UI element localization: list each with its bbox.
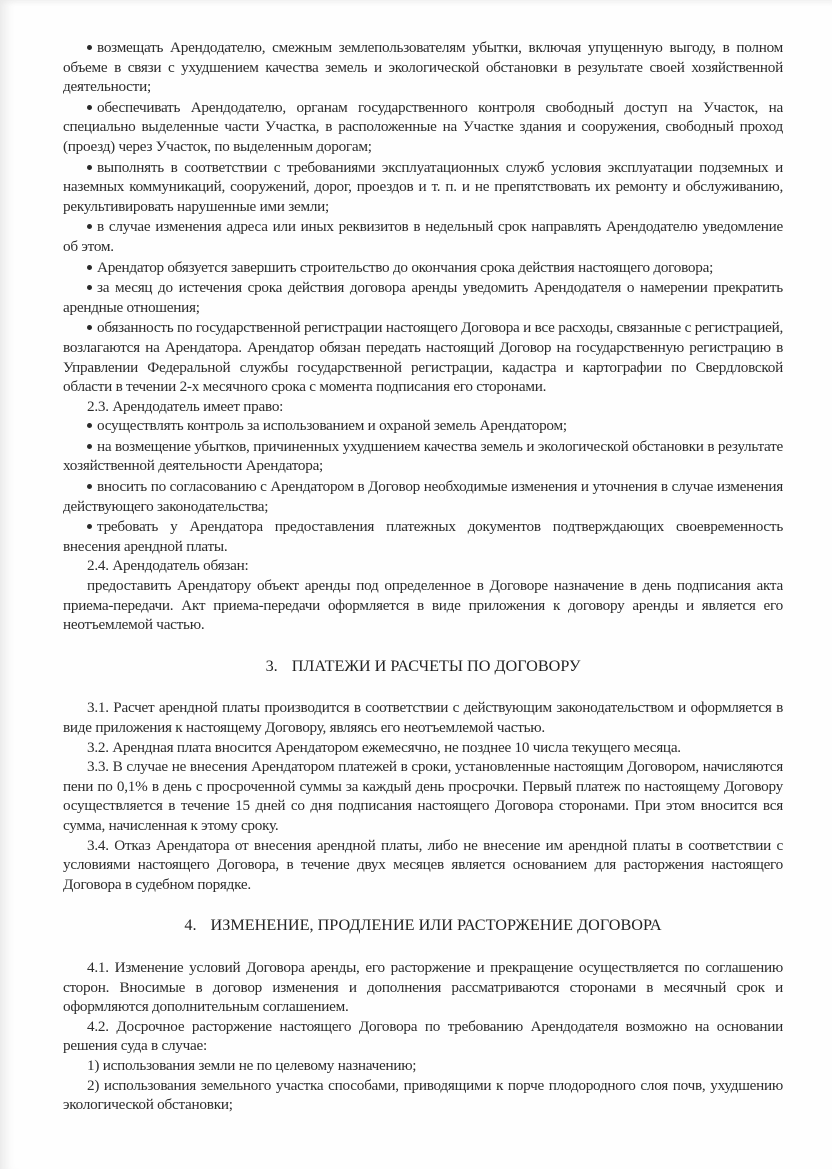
bullet-item: на возмещение убытков, причиненных ухудшением качества земель и экологической обстановки в результате хозяйственной деятельности Арендатора; xyxy=(63,437,783,475)
bullet-icon xyxy=(87,524,92,529)
bullet-icon xyxy=(87,484,92,489)
bullet-item: за месяц до истечения срока действия договора аренды уведомить Арендодателя о намерении прекратить арендные отношения; xyxy=(63,279,783,316)
bullet-item: вносить по согласованию с Арендатором в Договор необходимые изменения и уточнения в случае изменения действующего законодательства; xyxy=(63,478,783,515)
clause-4-2: 4.2. Досрочное расторжение настоящего Договора по требованию Арендодателя возможно на основании решения суда в случае: xyxy=(63,1017,783,1055)
bullet-icon xyxy=(87,325,92,330)
clause-4-2-item-1: 1) использования земли не по целевому назначению; xyxy=(87,1056,417,1074)
section-3-number: 3. xyxy=(265,656,278,675)
section-3-heading xyxy=(63,657,783,677)
bullet-item: в случае изменения адреса или иных реквизитов в недельный срок направлять Арендодателю уведомление об этом. xyxy=(63,218,783,255)
clause-3-3: 3.3. В случае не внесения Арендатором платежей в сроки, установленные настоящим Договором, начисляются пени по 0,1% в день с просроченной суммы за каждый день просрочки. Первый платеж по настоящему Договору осуществляется в течение 15 дней со дня подписания настоящего Договора сторонами. При этом вносится вся сумма, начисленная к этому сроку. xyxy=(63,758,783,834)
bullet-icon xyxy=(87,224,92,229)
section-4-title: ИЗМЕНЕНИЕ, ПРОДЛЕНИЕ ИЛИ РАСТОРЖЕНИЕ ДОГОВОРА xyxy=(210,916,662,935)
bullet-icon xyxy=(87,165,92,170)
clause-4-1: 4.1. Изменение условий Договора аренды, его расторжение и прекращение осуществляется по соглашению сторон. Вносимые в договор изменения и дополнения рассматриваются сторонами в месячный срок и оформляются дополнительным соглашением. xyxy=(63,958,783,1016)
bullet-item: Арендатор обязуется завершить строительство до окончания срока действия настоящего договора; xyxy=(63,258,783,278)
document-body xyxy=(63,38,783,1115)
bullet-item: осуществлять контроль за использованием и охраной земель Арендатором; xyxy=(63,416,783,436)
clause-2-4-text: предоставить Арендатору объект аренды под определенное в Договоре назначение в день подписания акта приема-передачи. Акт приема-передачи оформляется в виде приложения к договору аренды и является его неотъемлемой частью. xyxy=(63,577,783,634)
bullet-item: выполнять в соответствии с требованиями эксплуатационных служб условия эксплуатации подземных и наземных коммуникаций, сооружений, дорог, проездов и т. п. и не препятствовать их ремонту и обслуживанию, рекультивировать нарушенные ими земли; xyxy=(63,158,783,215)
bullet-icon xyxy=(87,265,92,270)
section-4-number: 4. xyxy=(184,916,197,935)
bullet-item: обязанность по государственной регистрации настоящего Договора и все расходы, связанные с регистрацией, возлагаются на Арендатора. Арендатор обязан передать настоящий Договор на государственную регистрацию в Управлении Федеральной службы государственной регистрации, кадастра и картографии по Свердловской области в течении 2-х месячного срока с момента подписания его сторонами. xyxy=(63,319,783,396)
clause-2-3-title: 2.3. Арендодатель имеет право: xyxy=(87,397,284,415)
clause-2-4-title: 2.4. Арендодатель обязан: xyxy=(87,557,249,575)
clause-4-2-item-2: 2) использования земельного участка способами, приводящими к порче плодородного слоя почв, ухудшению экологической обстановки; xyxy=(63,1076,783,1114)
clause-3-1: 3.1. Расчет арендной платы производится в соответствии с действующим законодательством и оформляется в виде приложения к настоящему Договору, являясь его неотъемлемой частью. xyxy=(63,699,783,736)
clause-3-4: 3.4. Отказ Арендатора от внесения арендной платы, либо не внесение им арендной платы в соответствии с условиями настоящего Договора, в течение двух месяцев является основанием для расторжения настоящего Договора в судебном порядке. xyxy=(63,836,783,893)
bullet-icon xyxy=(87,444,92,449)
clause-3-2: 3.2. Арендная плата вносится Арендатором ежемесячно, не позднее 10 числа текущего месяца. xyxy=(87,738,681,756)
bullet-item: обеспечивать Арендодателю, органам государственного контроля свободный доступ на Участок, на специально выделенные части Участка, в расположенные на Участке здания и сооружения, свободный проход (проезд) через Участок, по выделенным дорогам; xyxy=(63,98,783,155)
bullet-icon xyxy=(87,423,92,428)
section-4-heading xyxy=(63,916,783,936)
bullet-item: возмещать Арендодателю, смежным землепользователям убытки, включая упущенную выгоду, в полном объеме в связи с ухудшением качества земель и экологической обстановки в результате своей хозяйственной деятельности; xyxy=(63,39,783,96)
bullet-icon xyxy=(87,45,92,50)
bullet-icon xyxy=(87,285,92,290)
section-3-title: ПЛАТЕЖИ И РАСЧЕТЫ ПО ДОГОВОРУ xyxy=(291,656,581,675)
bullet-icon xyxy=(87,105,92,110)
bullet-item: требовать у Арендатора предоставления платежных документов подтверждающих своевременность внесения арендной платы. xyxy=(63,518,783,555)
